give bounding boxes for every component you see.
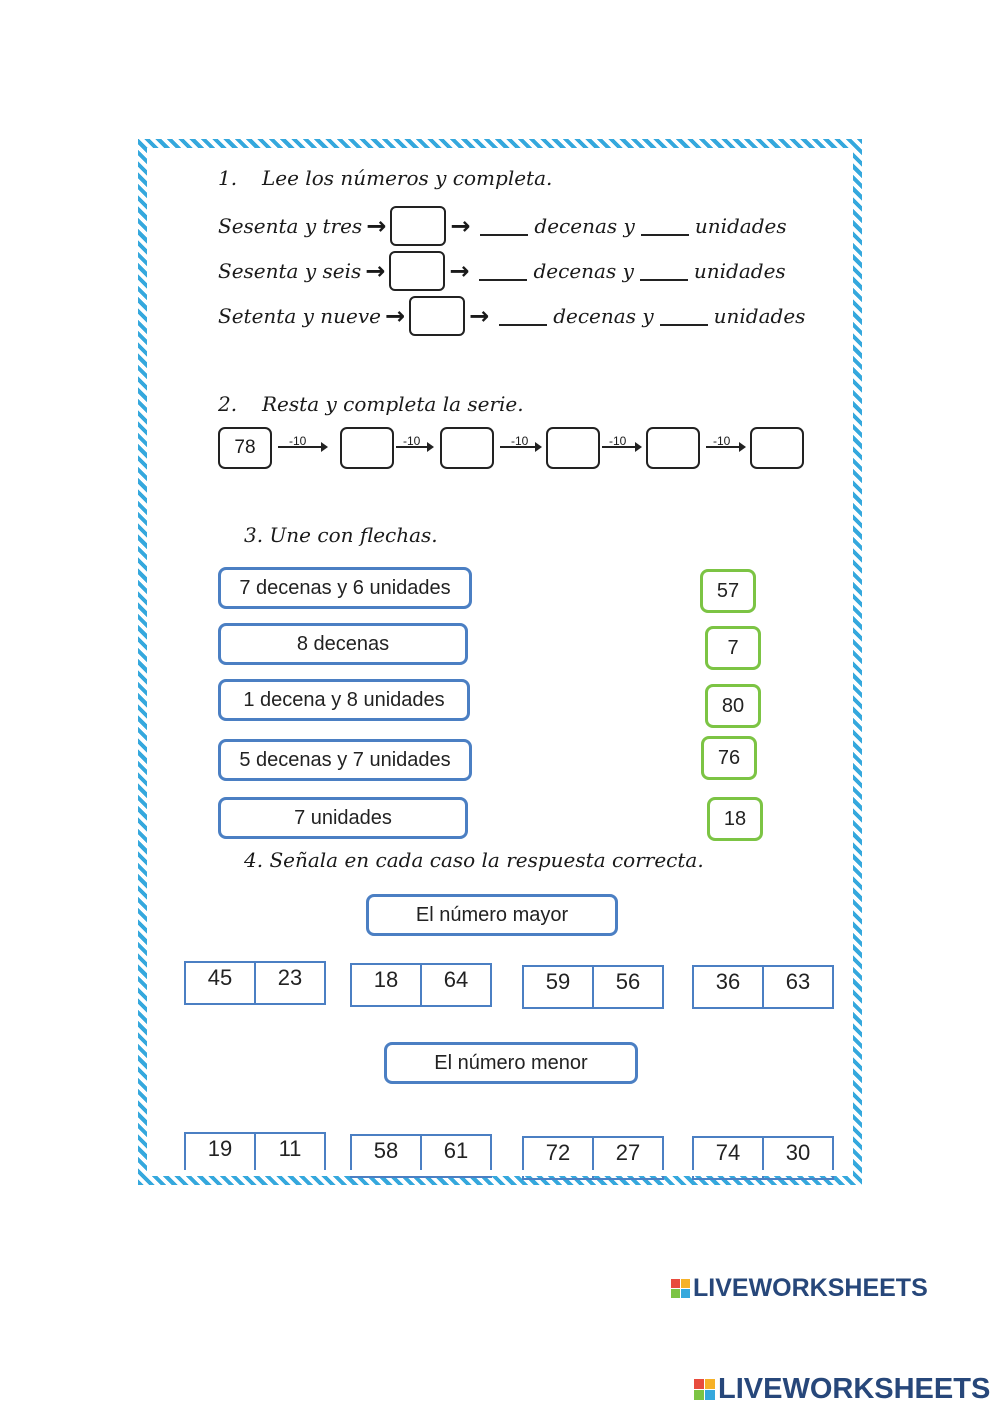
number-words: Sesenta y tres <box>218 214 363 238</box>
unidades-blank[interactable] <box>660 306 708 326</box>
arrow-right-icon: → <box>385 302 406 330</box>
match-right-item[interactable]: 18 <box>707 797 763 841</box>
frame-bottom-mask <box>147 1170 853 1176</box>
exercise-3-title: 3. Une con flechas. <box>244 523 438 547</box>
series-answer-box[interactable] <box>546 427 600 469</box>
exercise-1-title: 1. Lee los números y completa. <box>218 166 553 190</box>
brand-watermark <box>671 1274 928 1303</box>
mayor-pair <box>184 961 326 1005</box>
match-right-item[interactable]: 80 <box>705 684 761 728</box>
number-option[interactable]: 63 <box>762 967 832 1007</box>
decenas-blank[interactable] <box>499 306 547 326</box>
mayor-pair <box>350 963 492 1007</box>
brand-name: LIVEWORKSHEETS <box>693 1274 928 1302</box>
number-option[interactable]: 59 <box>545 969 571 994</box>
decenas-label: decenas y <box>553 304 654 328</box>
match-left-item[interactable]: 5 decenas y 7 unidades <box>218 739 472 781</box>
arrow-right-icon: → <box>366 212 387 240</box>
number-option[interactable]: 11 <box>254 1134 324 1174</box>
series-answer-box[interactable] <box>750 427 804 469</box>
step-label: -10 <box>713 434 731 448</box>
exercise-1-row <box>218 251 786 291</box>
match-right-item[interactable]: 7 <box>705 626 761 670</box>
step-label: -10 <box>403 434 421 448</box>
number-option[interactable]: 64 <box>420 965 490 1005</box>
match-right-item[interactable]: 57 <box>700 569 756 613</box>
arrow-right-icon: → <box>365 257 386 285</box>
match-left-item[interactable]: 7 unidades <box>218 797 468 839</box>
number-answer-box[interactable] <box>409 296 465 336</box>
number-option[interactable]: 56 <box>592 967 662 1007</box>
liveworksheets-logo-icon <box>671 1279 690 1298</box>
number-answer-box[interactable] <box>390 206 446 246</box>
mayor-pair <box>692 965 834 1009</box>
number-words: Sesenta y seis <box>218 259 362 283</box>
number-option[interactable]: 45 <box>207 965 233 990</box>
number-option[interactable]: 72 <box>545 1140 571 1165</box>
number-option[interactable]: 36 <box>715 969 741 994</box>
arrow-right-icon: → <box>450 212 471 240</box>
series-answer-box[interactable] <box>440 427 494 469</box>
mayor-pair <box>522 965 664 1009</box>
number-option[interactable]: 19 <box>207 1136 233 1161</box>
number-words: Setenta y nueve <box>218 304 381 328</box>
number-option[interactable]: 61 <box>420 1136 490 1176</box>
unidades-label: unidades <box>693 259 786 283</box>
decenas-blank[interactable] <box>479 261 527 281</box>
series-start-box: 78 <box>218 427 272 469</box>
unidades-blank[interactable] <box>641 216 689 236</box>
number-option[interactable]: 58 <box>373 1138 399 1163</box>
arrow-right-icon: → <box>449 257 470 285</box>
exercise-1-row <box>218 206 787 246</box>
series-answer-box[interactable] <box>340 427 394 469</box>
match-left-item[interactable]: 1 decena y 8 unidades <box>218 679 470 721</box>
number-option[interactable]: 74 <box>715 1140 741 1165</box>
step-label: -10 <box>289 434 307 448</box>
liveworksheets-logo-icon <box>694 1379 715 1400</box>
brand-watermark <box>694 1373 990 1406</box>
menor-label-box: El número menor <box>384 1042 638 1084</box>
decenas-label: decenas y <box>534 214 635 238</box>
exercise-4-title: 4. Señala en cada caso la respuesta correcta. <box>244 848 704 872</box>
decenas-blank[interactable] <box>480 216 528 236</box>
number-option[interactable]: 30 <box>762 1138 832 1178</box>
match-right-item[interactable]: 76 <box>701 736 757 780</box>
exercise-1-row <box>218 296 805 336</box>
arrow-right-icon: → <box>469 302 490 330</box>
number-option[interactable]: 18 <box>373 967 399 992</box>
step-label: -10 <box>511 434 529 448</box>
decenas-label: decenas y <box>533 259 634 283</box>
match-left-item[interactable]: 8 decenas <box>218 623 468 665</box>
number-answer-box[interactable] <box>389 251 445 291</box>
number-option[interactable]: 23 <box>254 963 324 1003</box>
series-answer-box[interactable] <box>646 427 700 469</box>
unidades-label: unidades <box>713 304 806 328</box>
unidades-label: unidades <box>694 214 787 238</box>
step-label: -10 <box>609 434 627 448</box>
brand-name: LIVEWORKSHEETS <box>718 1373 991 1405</box>
unidades-blank[interactable] <box>640 261 688 281</box>
match-left-item[interactable]: 7 decenas y 6 unidades <box>218 567 472 609</box>
mayor-label-box: El número mayor <box>366 894 618 936</box>
exercise-2-title: 2. Resta y completa la serie. <box>218 392 524 416</box>
number-option[interactable]: 27 <box>592 1138 662 1178</box>
